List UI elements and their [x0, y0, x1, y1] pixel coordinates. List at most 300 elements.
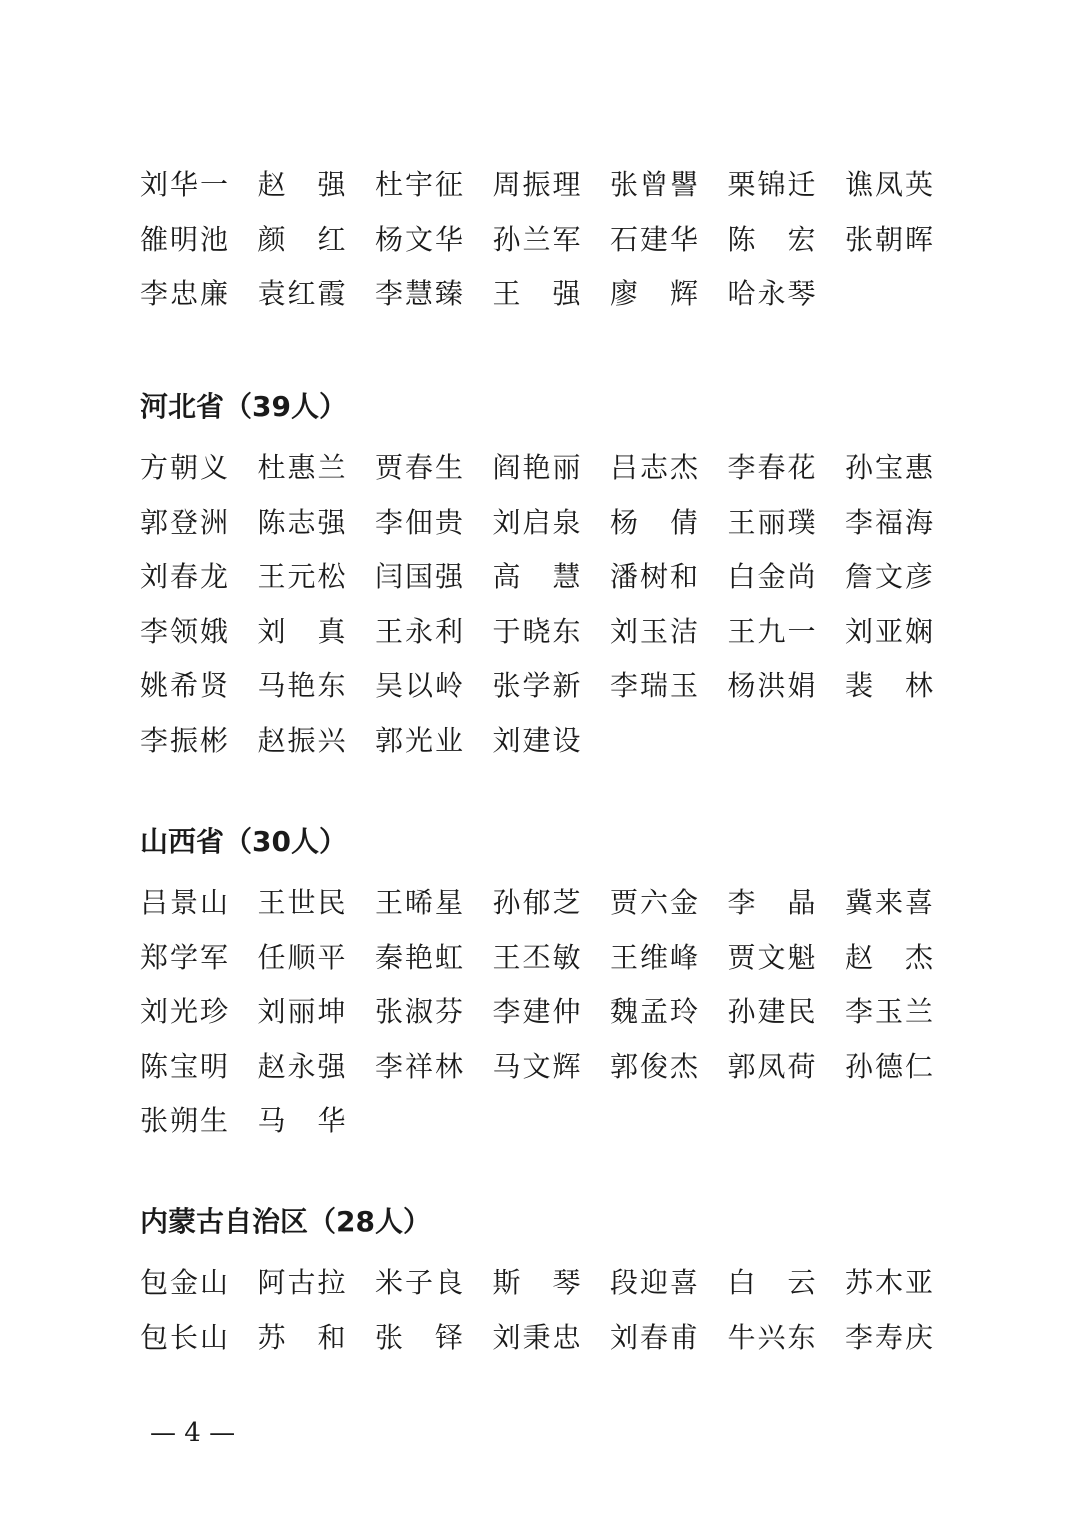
- name-char: 魁: [787, 940, 816, 974]
- name-char: 凤: [874, 168, 903, 201]
- name-char: 瑞: [639, 669, 668, 702]
- name-char: 朝: [169, 451, 198, 484]
- name-char: 孙: [845, 1049, 874, 1083]
- name-char: 六: [639, 886, 668, 919]
- name-char: 建: [522, 995, 551, 1028]
- name-char: 栗: [727, 168, 756, 201]
- name-char: 忠: [169, 277, 198, 310]
- name-char: 李: [845, 995, 874, 1028]
- name-char: 刘: [492, 505, 521, 539]
- name-char: 龙: [199, 560, 228, 593]
- name-grid: [140, 441, 960, 768]
- name-entry: [845, 441, 933, 496]
- name-char: 张: [375, 1320, 404, 1354]
- name-char: 赵: [257, 723, 286, 757]
- name-entry: [258, 158, 346, 213]
- name-char: 赵: [845, 940, 874, 974]
- name-entry: [728, 1311, 816, 1366]
- name-char: 一: [787, 614, 816, 648]
- name-char: 景: [169, 886, 198, 919]
- name-char: 仁: [904, 1049, 933, 1083]
- name-char: 以: [404, 669, 433, 702]
- name-char: 朔: [169, 1104, 198, 1137]
- name-char: 刘: [140, 168, 169, 201]
- name-char: 一: [199, 168, 228, 201]
- name-entry: [610, 1311, 698, 1366]
- name-char: 平: [317, 940, 346, 974]
- name-char: 志: [639, 451, 668, 484]
- name-char: 郭: [727, 1049, 756, 1083]
- name-char: 冀: [845, 886, 874, 919]
- name-char: 杜: [257, 451, 286, 484]
- name-char: 兴: [757, 1320, 786, 1354]
- name-char: 张: [140, 1104, 169, 1137]
- name-char: 春: [639, 1320, 668, 1354]
- name-char: 喜: [669, 1266, 698, 1299]
- name-char: 马: [257, 1104, 286, 1137]
- name-char: 明: [199, 1049, 228, 1083]
- name-char: 倩: [669, 505, 698, 539]
- name-char: 强: [317, 505, 346, 539]
- name-char: 哈: [727, 277, 756, 310]
- name-char: 李: [375, 277, 404, 310]
- name-char: 娴: [904, 614, 933, 648]
- name-char: 振: [522, 168, 551, 201]
- name-entry: [258, 441, 346, 496]
- name-char: 吴: [375, 669, 404, 702]
- name-entry: [140, 441, 228, 496]
- name-entry: [610, 931, 698, 986]
- name-char: 山: [199, 1320, 228, 1354]
- name-char: 辉: [552, 1049, 581, 1083]
- name-char: 贵: [434, 505, 463, 539]
- name-char: 方: [140, 451, 169, 484]
- name-char: 马: [257, 669, 286, 702]
- name-char: 宝: [874, 451, 903, 484]
- name-char: 振: [287, 723, 316, 757]
- name-entry: [493, 605, 581, 660]
- name-char: 刘: [845, 614, 874, 648]
- name-entry: [258, 1311, 346, 1366]
- name-char: 詹: [845, 560, 874, 593]
- name-char: 玉: [669, 669, 698, 702]
- name-entry: [375, 985, 463, 1040]
- name-char: 强: [434, 560, 463, 593]
- name-char: 晖: [904, 222, 933, 256]
- name-char: 闫: [375, 560, 404, 593]
- section-shanxi: [140, 822, 960, 1149]
- name-char: 曾: [639, 168, 668, 201]
- name-char: 理: [552, 168, 581, 201]
- name-char: 喜: [904, 886, 933, 919]
- name-entry: [610, 985, 698, 1040]
- name-char: 杨: [727, 669, 756, 702]
- name-char: 郑: [140, 940, 169, 974]
- name-char: 海: [904, 505, 933, 539]
- name-char: 业: [434, 723, 463, 757]
- name-char: 赵: [257, 168, 286, 201]
- name-char: 玉: [874, 995, 903, 1028]
- name-entry: [140, 158, 228, 213]
- name-char: 晞: [404, 886, 433, 919]
- name-char: 洲: [199, 505, 228, 539]
- name-char: 高: [492, 560, 521, 593]
- name-char: 魏: [610, 995, 639, 1028]
- name-entry: [493, 158, 581, 213]
- name-char: 顺: [287, 940, 316, 974]
- name-char: 郭: [610, 1049, 639, 1083]
- name-char: 庆: [904, 1320, 933, 1354]
- name-char: 琴: [787, 277, 816, 310]
- name-char: 忠: [552, 1320, 581, 1354]
- name-char: 周: [492, 168, 521, 201]
- name-entry: [140, 876, 228, 931]
- name-char: 李: [845, 505, 874, 539]
- name-entry: [845, 1256, 933, 1311]
- name-char: 山: [199, 1266, 228, 1299]
- name-char: 郁: [522, 886, 551, 919]
- name-entry: [728, 605, 816, 660]
- name-entry: [140, 267, 228, 322]
- name-char: 苏: [845, 1266, 874, 1299]
- name-char: 石: [610, 222, 639, 256]
- name-char: 福: [874, 505, 903, 539]
- name-entry: [140, 1311, 228, 1366]
- name-char: 李: [727, 886, 756, 919]
- name-char: 杨: [375, 222, 404, 256]
- name-entry: [258, 1256, 346, 1311]
- name-entry: [375, 267, 463, 322]
- name-entry: [493, 985, 581, 1040]
- name-char: 学: [522, 669, 551, 702]
- name-char: 凤: [757, 1049, 786, 1083]
- name-entry: [845, 876, 933, 931]
- name-char: 树: [639, 560, 668, 593]
- name-char: 花: [787, 451, 816, 484]
- name-entry: [610, 1256, 698, 1311]
- name-char: 永: [404, 614, 433, 648]
- name-char: 赵: [257, 1049, 286, 1083]
- name-char: 古: [287, 1266, 316, 1299]
- name-char: 苏: [257, 1320, 286, 1354]
- name-entry: [728, 1256, 816, 1311]
- name-entry: [258, 267, 346, 322]
- name-entry: [375, 1040, 463, 1095]
- name-char: 池: [199, 222, 228, 256]
- name-entry: [728, 213, 816, 268]
- name-char: 李: [375, 1049, 404, 1083]
- name-char: 永: [757, 277, 786, 310]
- name-char: 世: [287, 886, 316, 919]
- name-char: 俊: [639, 1049, 668, 1083]
- name-char: 芝: [552, 886, 581, 919]
- name-entry: [140, 1094, 228, 1149]
- name-entry: [493, 659, 581, 714]
- name-char: 任: [257, 940, 286, 974]
- name-char: 刘: [492, 1320, 521, 1354]
- name-entry: [493, 1256, 581, 1311]
- name-char: 红: [317, 222, 346, 256]
- name-char: 李: [140, 723, 169, 757]
- name-entry: [375, 659, 463, 714]
- name-entry: [845, 931, 933, 986]
- name-char: 文: [757, 940, 786, 974]
- name-char: 李: [610, 669, 639, 702]
- name-char: 王: [492, 277, 521, 310]
- name-entry: [493, 1040, 581, 1095]
- name-char: 丽: [552, 451, 581, 484]
- name-entry: [493, 550, 581, 605]
- name-char: 杰: [904, 940, 933, 974]
- name-grid: [140, 876, 960, 1149]
- name-char: 铎: [434, 1320, 463, 1354]
- name-char: 陈: [257, 505, 286, 539]
- name-char: 征: [434, 168, 463, 201]
- name-entry: [728, 496, 816, 551]
- name-char: 长: [169, 1320, 198, 1354]
- name-char: 珍: [199, 995, 228, 1028]
- name-char: 淑: [404, 995, 433, 1028]
- name-char: 秉: [522, 1320, 551, 1354]
- name-char: 王: [375, 614, 404, 648]
- name-char: 云: [787, 1266, 816, 1299]
- name-grid: [140, 158, 960, 322]
- name-entry: [845, 605, 933, 660]
- name-char: 建: [639, 222, 668, 256]
- name-char: 军: [552, 222, 581, 256]
- name-entry: [493, 496, 581, 551]
- name-entry: [610, 158, 698, 213]
- name-char: 佃: [404, 505, 433, 539]
- name-char: 贾: [375, 451, 404, 484]
- name-char: 艳: [404, 940, 433, 974]
- name-char: 民: [317, 886, 346, 919]
- name-entry: [610, 605, 698, 660]
- name-char: 领: [169, 614, 198, 648]
- name-char: 慧: [404, 277, 433, 310]
- name-char: 和: [317, 1320, 346, 1354]
- name-char: 臻: [434, 277, 463, 310]
- name-char: 裴: [845, 669, 874, 702]
- name-char: 玲: [669, 995, 698, 1028]
- name-entry: [140, 714, 228, 769]
- name-entry: [140, 550, 228, 605]
- name-entry: [375, 441, 463, 496]
- name-char: 来: [874, 886, 903, 919]
- name-char: 春: [169, 560, 198, 593]
- name-char: 晶: [787, 886, 816, 919]
- name-char: 军: [199, 940, 228, 974]
- name-char: 宇: [404, 168, 433, 201]
- name-char: 兰: [317, 451, 346, 484]
- name-char: 寿: [874, 1320, 903, 1354]
- name-entry: [258, 213, 346, 268]
- name-char: 建: [757, 995, 786, 1028]
- name-char: 光: [169, 995, 198, 1028]
- name-entry: [375, 714, 463, 769]
- name-char: 白: [727, 560, 756, 593]
- name-char: 刘: [257, 995, 286, 1028]
- name-char: 华: [169, 168, 198, 201]
- name-char: 义: [199, 451, 228, 484]
- name-char: 孙: [845, 451, 874, 484]
- name-char: 峰: [669, 940, 698, 974]
- name-char: 米: [375, 1266, 404, 1299]
- name-char: 彦: [904, 560, 933, 593]
- name-char: 红: [287, 277, 316, 310]
- name-entry: [493, 714, 581, 769]
- name-char: 丽: [757, 505, 786, 539]
- name-grid: [140, 1256, 960, 1365]
- name-char: 东: [552, 614, 581, 648]
- name-char: 袁: [257, 277, 286, 310]
- name-char: 金: [757, 560, 786, 593]
- name-char: 刘: [140, 560, 169, 593]
- name-entry: [140, 659, 228, 714]
- name-entry: [845, 158, 933, 213]
- name-entry: [493, 213, 581, 268]
- name-entry: [375, 605, 463, 660]
- section-title: 山西省（30人）: [140, 825, 347, 858]
- name-entry: [845, 496, 933, 551]
- name-entry: [493, 267, 581, 322]
- section-continued-list: [140, 158, 960, 322]
- name-char: 刘: [610, 614, 639, 648]
- name-entry: [258, 931, 346, 986]
- name-char: 春: [404, 451, 433, 484]
- name-char: 坤: [317, 995, 346, 1028]
- name-char: 琴: [552, 1266, 581, 1299]
- name-char: 王: [727, 505, 756, 539]
- name-char: 李: [375, 505, 404, 539]
- name-char: 朝: [874, 222, 903, 256]
- name-entry: [140, 985, 228, 1040]
- name-entry: [375, 876, 463, 931]
- name-char: 新: [552, 669, 581, 702]
- name-char: 郭: [140, 505, 169, 539]
- name-char: 艳: [522, 451, 551, 484]
- name-char: 孙: [492, 222, 521, 256]
- name-char: 迎: [639, 1266, 668, 1299]
- name-entry: [728, 550, 816, 605]
- name-entry: [375, 496, 463, 551]
- name-char: 仲: [552, 995, 581, 1028]
- name-char: 敏: [552, 940, 581, 974]
- name-char: 李: [492, 995, 521, 1028]
- name-char: 艳: [287, 669, 316, 702]
- name-char: 金: [169, 1266, 198, 1299]
- name-char: 惠: [904, 451, 933, 484]
- name-char: 登: [169, 505, 198, 539]
- name-char: 山: [199, 886, 228, 919]
- name-entry: [728, 1040, 816, 1095]
- name-char: 宏: [787, 222, 816, 256]
- name-char: 林: [904, 669, 933, 702]
- name-char: 譻: [669, 168, 698, 201]
- name-char: 潘: [610, 560, 639, 593]
- name-char: 英: [904, 168, 933, 201]
- name-char: 生: [434, 451, 463, 484]
- name-entry: [610, 659, 698, 714]
- name-entry: [728, 158, 816, 213]
- name-char: 王: [257, 560, 286, 593]
- name-char: 王: [610, 940, 639, 974]
- name-char: 文: [522, 1049, 551, 1083]
- name-entry: [140, 496, 228, 551]
- name-char: 牛: [727, 1320, 756, 1354]
- name-entry: [610, 441, 698, 496]
- name-char: 谯: [845, 168, 874, 201]
- name-char: 拉: [317, 1266, 346, 1299]
- name-char: 洪: [757, 669, 786, 702]
- name-char: 甫: [669, 1320, 698, 1354]
- name-char: 林: [434, 1049, 463, 1083]
- name-char: 孙: [727, 995, 756, 1028]
- section-title: 内蒙古自治区（28人）: [140, 1205, 431, 1238]
- name-char: 包: [140, 1320, 169, 1354]
- name-char: 光: [404, 723, 433, 757]
- name-entry: [728, 267, 816, 322]
- name-char: 李: [140, 277, 169, 310]
- name-char: 兰: [904, 995, 933, 1028]
- name-char: 兰: [522, 222, 551, 256]
- name-entry: [610, 876, 698, 931]
- name-char: 慧: [552, 560, 581, 593]
- name-entry: [728, 931, 816, 986]
- name-entry: [258, 659, 346, 714]
- name-char: 斯: [492, 1266, 521, 1299]
- name-char: 王: [727, 614, 756, 648]
- name-entry: [258, 1040, 346, 1095]
- name-char: 廉: [199, 277, 228, 310]
- name-char: 晓: [522, 614, 551, 648]
- name-char: 荷: [787, 1049, 816, 1083]
- name-entry: [258, 876, 346, 931]
- name-char: 刘: [140, 995, 169, 1028]
- name-char: 王: [257, 886, 286, 919]
- name-char: 廖: [610, 277, 639, 310]
- name-char: 张: [610, 168, 639, 201]
- name-char: 王: [492, 940, 521, 974]
- name-entry: [140, 1040, 228, 1095]
- name-char: 孟: [639, 995, 668, 1028]
- name-entry: [375, 158, 463, 213]
- name-char: 文: [874, 560, 903, 593]
- name-char: 东: [787, 1320, 816, 1354]
- name-char: 兴: [317, 723, 346, 757]
- name-char: 亚: [904, 1266, 933, 1299]
- name-char: 泉: [552, 505, 581, 539]
- name-char: 锦: [757, 168, 786, 201]
- name-char: 郭: [375, 723, 404, 757]
- name-char: 设: [552, 723, 581, 757]
- name-entry: [728, 659, 816, 714]
- name-char: 春: [757, 451, 786, 484]
- name-char: 建: [522, 723, 551, 757]
- name-char: 文: [404, 222, 433, 256]
- name-char: 包: [140, 1266, 169, 1299]
- page-number: — 4 —: [150, 1418, 236, 1448]
- name-char: 民: [787, 995, 816, 1028]
- name-entry: [258, 605, 346, 660]
- name-entry: [845, 985, 933, 1040]
- name-char: 秦: [375, 940, 404, 974]
- name-char: 孙: [492, 886, 521, 919]
- name-entry: [258, 985, 346, 1040]
- name-char: 华: [317, 1104, 346, 1137]
- name-char: 吕: [140, 886, 169, 919]
- name-char: 真: [317, 614, 346, 648]
